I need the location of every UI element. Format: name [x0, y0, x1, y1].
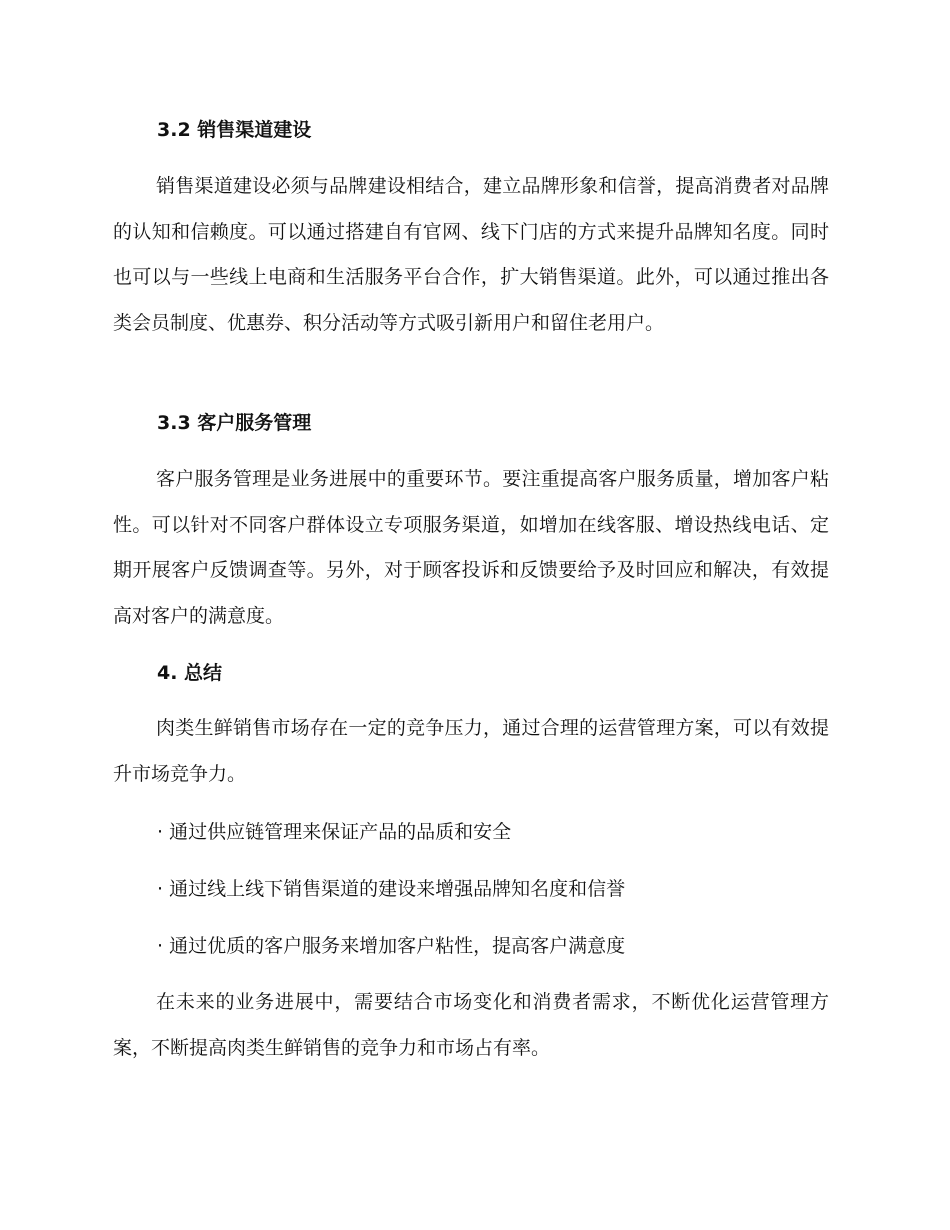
- summary-bullet: · 通过优质的客户服务来增加客户粘性，提高客户满意度: [157, 935, 626, 957]
- summary-bullet: · 通过供应链管理来保证产品的品质和安全: [157, 821, 512, 843]
- section-heading-3-3: 3.3 客户服务管理: [157, 412, 312, 434]
- summary-closing: 在未来的业务进展中，需要结合市场变化和消费者需求，不断优化运营管理方案，不断提高肉类生鲜销售的竞争力和市场占有率。: [113, 991, 829, 1059]
- summary-intro: 肉类生鲜销售市场存在一定的竞争压力，通过合理的运营管理方案，可以有效提升市场竞争力。: [113, 717, 829, 785]
- section-3-2-body: 销售渠道建设必须与品牌建设相结合，建立品牌形象和信誉，提高消费者对品牌的认知和信赖度。可以通过搭建自有官网、线下门店的方式来提升品牌知名度。同时也可以与一些线上电商和生活服务平台合作，扩大销售渠道。此外，可以通过推出各类会员制度、优惠券、积分活动等方式吸引新用户和留住老用户。: [113, 175, 829, 334]
- section-heading-3-2: 3.2 销售渠道建设: [157, 119, 312, 141]
- section-heading-4: 4. 总结: [157, 662, 223, 684]
- summary-bullet: · 通过线上线下销售渠道的建设来增强品牌知名度和信誉: [157, 878, 626, 900]
- section-3-3-body: 客户服务管理是业务进展中的重要环节。要注重提高客户服务质量，增加客户粘性。可以针对不同客户群体设立专项服务渠道，如增加在线客服、增设热线电话、定期开展客户反馈调查等。另外，对于顾客投诉和反馈要给予及时回应和解决，有效提高对客户的满意度。: [113, 468, 829, 627]
